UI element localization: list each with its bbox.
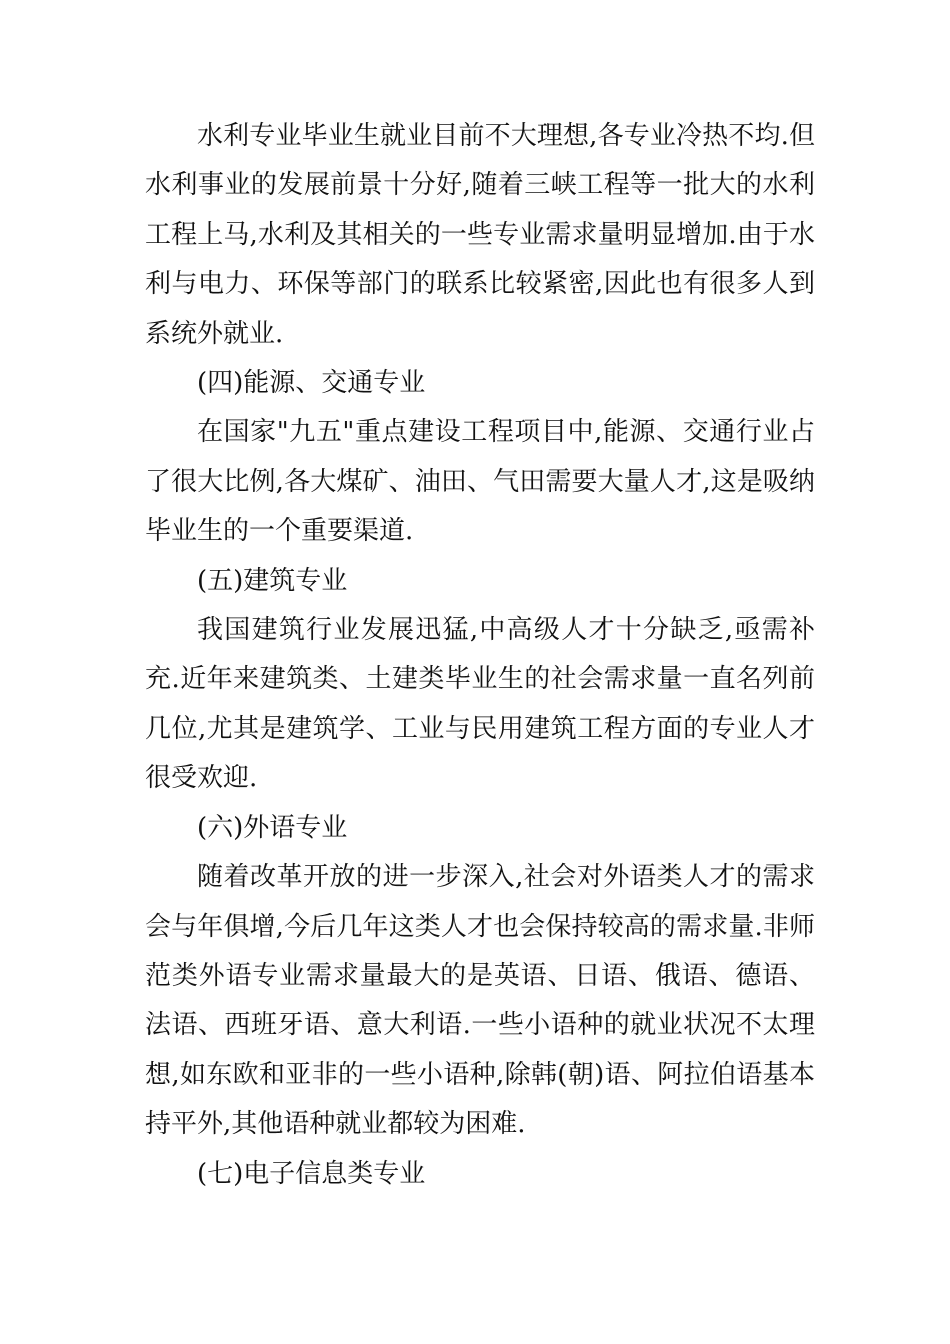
heading-architecture: (五)建筑专业 [197, 565, 348, 596]
document-body [145, 112, 815, 1199]
paragraph-water-conservancy: 水利专业毕业生就业目前不大理想,各专业冷热不均.但水利事业的发展前景十分好,随着三峡工程等一批大的水利工程上马,水利及其相关的一些专业需求量明显增加.由于水利与电力、环保等部门的联系比较紧密,因此也有很多人到系统外就业. [145, 121, 815, 349]
paragraph-energy-transport: 在国家"九五"重点建设工程项目中,能源、交通行业占了很大比例,各大煤矿、油田、气田需要大量人才,这是吸纳毕业生的一个重要渠道. [145, 417, 815, 547]
heading-electronic-information: (七)电子信息类专业 [197, 1158, 426, 1189]
paragraph-architecture: 我国建筑行业发展迅猛,中高级人才十分缺乏,亟需补充.近年来建筑类、土建类毕业生的社会需求量一直名列前几位,尤其是建筑学、工业与民用建筑工程方面的专业人才很受欢迎. [145, 615, 815, 794]
heading-energy-transport: (四)能源、交通专业 [197, 368, 426, 399]
heading-foreign-language: (六)外语专业 [197, 812, 348, 843]
paragraph-foreign-language: 随着改革开放的进一步深入,社会对外语类人才的需求会与年俱增,今后几年这类人才也会保持较高的需求量.非师范类外语专业需求量最大的是英语、日语、俄语、德语、法语、西班牙语、意大利语.一些小语种的就业状况不太理想,如东欧和亚非的一些小语种,除韩(朝)语、阿拉伯语基本持平外,其他语种就业都较为困难. [145, 862, 815, 1140]
